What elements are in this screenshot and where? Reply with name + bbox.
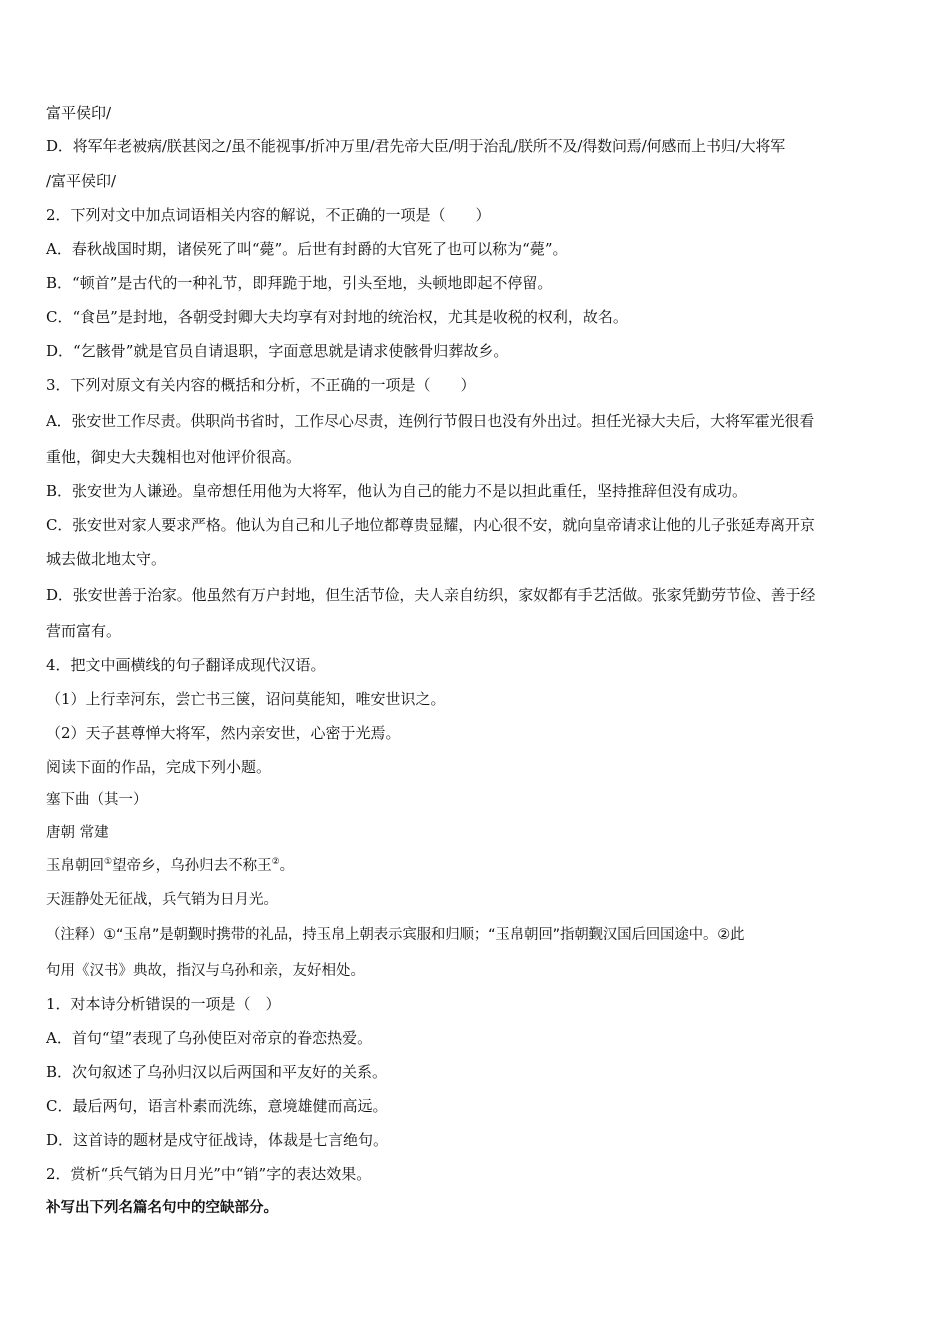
- question-4-sentence-1: （1）上行幸河东，尝亡书三箧，诏问莫能知，唯安世识之。: [46, 690, 446, 708]
- question-2-option-a: A．春秋战国时期，诸侯死了叫“薨”。后世有封爵的大官死了也可以称为“薨”。: [46, 240, 568, 258]
- poem-question-1-option-b: B．次句叙述了乌孙归汉以后两国和平友好的关系。: [46, 1063, 388, 1081]
- poem-question-1-stem: 1．对本诗分析错误的一项是（ ）: [46, 995, 281, 1013]
- question-3-option-a: A．张安世工作尽责。供职尚书省时，工作尽心尽责，连例行节假日也没有外出过。担任光禄大夫后，大将军霍光很看: [46, 412, 815, 430]
- poem-question-1-option-d: D．这首诗的题材是戍守征战诗，体裁是七言绝句。: [46, 1131, 389, 1149]
- question-2-stem: 2．下列对文中加点词语相关内容的解说，不正确的一项是（ ）: [46, 206, 491, 224]
- poem-question-2: 2．赏析“兵气销为日月光”中“销”字的表达效果。: [46, 1165, 372, 1183]
- text-line: 富平侯印/: [46, 104, 112, 122]
- question-3-option-d-cont: 营而富有。: [46, 622, 122, 640]
- poem-text: 。: [279, 858, 295, 874]
- question-4-sentence-2: （2）天子甚尊惮大将军，然内亲安世，心密于光焉。: [46, 724, 401, 742]
- question-3-option-d: D．张安世善于治家。他虽然有万户封地，但生活节俭，夫人亲自纺织，家奴都有手艺活做。张家凭勤劳节俭、善于经: [46, 586, 816, 604]
- footnote-mark: ②: [271, 857, 280, 868]
- poem-annotation-cont: 句用《汉书》典故，指汉与乌孙和亲，友好相处。: [46, 963, 365, 979]
- poem-text: 望帝乡，乌孙归去不称王: [112, 858, 272, 874]
- poem-question-1-option-a: A．首句“望”表现了乌孙使臣对帝京的眷恋热爱。: [46, 1029, 373, 1047]
- option-d-punctuation: D．将军年老被病/朕甚闵之/虽不能视事/折冲万里/君先帝大臣/明于治乱/朕所不及/得数问焉/何感而上书归/大将军: [46, 137, 786, 155]
- poem-line-2: 天涯静处无征战，兵气销为日月光。: [46, 892, 278, 908]
- question-3-option-b: B．张安世为人谦逊。皇帝想任用他为大将军，他认为自己的能力不是以担此重任，坚持推辞但没有成功。: [46, 482, 748, 500]
- reading-instruction: 阅读下面的作品，完成下列小题。: [46, 758, 272, 776]
- poem-annotation: （注释）①“玉帛”是朝觐时携带的礼品，持玉帛上朝表示宾服和归顺；“玉帛朝回”指朝觐汉国后回国途中。②此: [46, 927, 745, 943]
- question-3-option-a-cont: 重他，御史大夫魏相也对他评价很高。: [46, 448, 302, 466]
- poem-question-1-option-c: C．最后两句，语言朴素而洗练，意境雄健而高远。: [46, 1097, 388, 1115]
- text-line: /富平侯印/: [46, 172, 117, 190]
- footnote-mark: ①: [104, 857, 113, 868]
- section-heading: 补写出下列名篇名句中的空缺部分。: [46, 1200, 278, 1216]
- question-3-option-c-cont: 城去做北地太守。: [46, 550, 167, 568]
- question-3-option-c: C．张安世对家人要求严格。他认为自己和儿子地位都尊贵显耀，内心很不安，就向皇帝请求让他的儿子张延寿离开京: [46, 516, 815, 534]
- question-2-option-d: D．“乞骸骨”就是官员自请退职，字面意思就是请求使骸骨归葬故乡。: [46, 342, 509, 360]
- poem-text: 玉帛朝回: [46, 858, 104, 874]
- poem-author: 唐朝 常建: [46, 825, 109, 841]
- question-4-stem: 4．把文中画横线的句子翻译成现代汉语。: [46, 656, 326, 674]
- question-3-stem: 3．下列对原文有关内容的概括和分析，不正确的一项是（ ）: [46, 376, 476, 394]
- question-2-option-b: B．“顿首”是古代的一种礼节，即拜跪于地，引头至地，头顿地即起不停留。: [46, 274, 553, 292]
- poem-title: 塞下曲（其一）: [46, 792, 148, 808]
- poem-line-1: [46, 856, 294, 876]
- question-2-option-c: C．“食邑”是封地，各朝受封卿大夫均享有对封地的统治权，尤其是收税的权利，故名。: [46, 308, 628, 326]
